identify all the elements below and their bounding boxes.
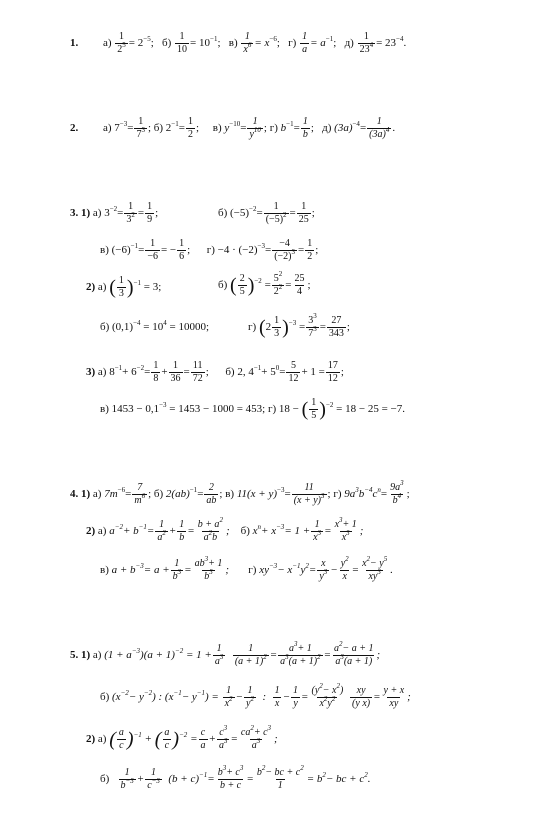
fraction: $\frac{x}{y^3}$ (319, 558, 328, 582)
fraction: $\frac{1}{b^{-3}}$ (120, 767, 134, 791)
fraction: $\frac{1}{2}$ (307, 238, 313, 262)
fraction: $\frac{c}{a}$ (200, 727, 206, 751)
fraction: $\frac{25}{4}$ (294, 273, 305, 297)
fraction: $\frac{y^2}{x}$ (340, 555, 349, 582)
fraction: $\frac{1}{3}$ (274, 315, 280, 339)
item-label: г) (288, 37, 297, 50)
exercise-3-row-6: в) $1453 - 0,1^{-3} = 1453 - 1000 = 453$; г) 18 − ( $\frac{1}{5}$ )$^{-2}$ = 18 − 25 = −7. (100, 397, 405, 421)
exercise-3-row-4: б) $(0,1)^{-4} = 10^4 = 10000$; (100, 319, 210, 333)
fraction: $\frac{1}{9}$ (147, 201, 153, 225)
exercise-number: 4. 1) (70, 488, 91, 501)
fraction: $\frac{1}{b^3}$ (172, 558, 182, 582)
fraction: $\frac{1}{(-5)^2}$ (265, 201, 287, 225)
fraction: $\frac{ca^2+ c^3}{a^3}$ (240, 724, 272, 751)
exercise-4-row-1: 4. 1) а) $7m^{-6}=$ $\frac{7}{m^6}$ ; б) 2(ab)$^{-1}$= $\frac{2}{ab}$ ; в) $11(x + y)^{-3}=$ $\frac{11}{(x + y)^3}$ ; г) $9a^3b^{-4}c^n=$ $\frac{9a^3}{b^4}$ ; (70, 479, 410, 506)
fraction: $\frac{a}{c}$ (118, 727, 124, 751)
fraction: $\frac{1}{23^4}$ (359, 31, 374, 55)
fraction: $\frac{x^3+ 1}{x^3}$ (334, 516, 357, 543)
fraction: $\frac{1}{3^2}$ (126, 201, 135, 225)
fraction: $\frac{a}{c}$ (164, 727, 170, 751)
fraction: $\frac{-4}{(-2)^3}$ (274, 238, 296, 262)
exercise-number: 3. 1) (70, 207, 91, 220)
fraction: $\frac{a^2- a + 1}{a^3(a + 1)}$ (334, 640, 374, 667)
fraction: $\frac{2}{5}$ (239, 273, 245, 297)
fraction: $\frac{1}{x^2}$ (224, 685, 233, 709)
exercise-4-row-2: 2) а) $a^{-2}+ b^{-1}=$ $\frac{1}{a^2}$ + $\frac{1}{b}$ = $\frac{b + a^2}{a^2b}$ ; б) $x^n+ x^{-3}= 1$ + $\frac{1}{x^3}$ = $\frac{x^3+ 1}{x^3}$ ; (86, 516, 364, 543)
exercise-3-row-5: 3) а) $8^{-1}+ 6^{-2}=$ $\frac{1}{8}$ + $\frac{1}{36}$ = $\frac{11}{72}$ ; б) 2, $4^{-1}+ 5^0=$ $\frac{5}{12}$ + 1 = $\frac{17}{12}$ ; (86, 360, 344, 384)
exercise-5-row-1: 5. 1) а) $(1 + a^{-3})(a + 1)^{-2} = 1$ + $\frac{1}{a^3}$ $\frac{1}{(a + 1)^2}$ = $\frac{a^3+ 1}{a^3(a + 1)^2}$ = $\frac{a^2- a + 1}{a^3(a + 1)}$ ; (70, 640, 381, 667)
exercise-3-row-1: 3. 1) а) $3^{-2}=$ $\frac{1}{3^2}$ = $\frac{1}{9}$ ; (70, 201, 159, 225)
exercise-3-row-2: в) $(-6)^{-1}=$ $\frac{1}{-6}$ = − $\frac{1}{6}$ ; $г) -4 \cdot (-2)^{-3}=$ $\frac{-4}{(-2)^3}$ = $\frac{1}{2}$ ; (100, 238, 319, 262)
fraction: $\frac{1}{c^{-3}}$ (147, 767, 160, 791)
exercise-1: 1. а) $\frac{1}{2^5}$ = $2^{-5}$; б) $\frac{1}{10}$ = $10^{-1}$; в) $\frac{1}{x^6}$ = $x^{-6}$; г) $\frac{1}{a}$ = $a^{-1}$; д) $\frac{1}{23^4}$ = $23^{-4}$. (70, 31, 407, 55)
exercise-2: 2. а) $7^{-3}=$ $\frac{1}{7^3}$ ; б) $2^{-1}=$ $\frac{1}{2}$ ; в) $y^{-10}=$ $\frac{1}{y^{10}}$ ; г) $b^{-1}=$ $\frac{1}{b}$ ; д) $(3a)^{-4}=$ $\frac{1}{(3a)^4}$ . (70, 116, 396, 140)
exercise-number: 1. (70, 37, 79, 50)
fraction: $\frac{17}{12}$ (327, 360, 338, 384)
fraction: $\frac{1}{5}$ (311, 397, 317, 421)
fraction: $\frac{27}{343}$ (328, 315, 344, 339)
fraction: $\frac{1}{2}$ (187, 116, 193, 140)
fraction: $\frac{11}{72}$ (192, 360, 203, 384)
item-label: б) (162, 37, 172, 50)
fraction: $\frac{(y^2- x^2)}{x^2y^2}$ (311, 682, 344, 709)
item-label: а) (103, 37, 112, 50)
exercise-3-row-1b: б) $(-5)^{-2}=$ $\frac{1}{(-5)^2}$ = $\frac{1}{25}$ ; (218, 201, 315, 225)
fraction: $\frac{1}{(3a)^4}$ (369, 116, 390, 140)
fraction: $\frac{7}{m^6}$ (134, 482, 146, 506)
fraction: $\frac{1}{y^2}$ (245, 685, 254, 709)
fraction: $\frac{1}{b}$ (302, 116, 308, 140)
item-label: д) (344, 37, 354, 50)
exercise-5-row-3: 2) а) ( $\frac{a}{c}$ )$^{-1}$ + ( $\frac{a}{c}$ )$^{-2}$ = $\frac{c}{a}$ + $\frac{c^3}{a^3}$ = $\frac{ca^2+ c^3}{a^3}$ ; (86, 724, 278, 751)
exercise-number: 2. (70, 122, 79, 135)
fraction: $\frac{xy}{\text{(y x)}}$ (352, 685, 371, 709)
fraction: $\frac{x^2- y^5}{xy^3}$ (362, 555, 388, 582)
exercise-5-row-4: б) $\frac{1}{b^{-3}}$ + $\frac{1}{c^{-3}}$ $(b + c)^{-1}=$ $\frac{b^3+ c^3}{b + c}$ = $\frac{b^2- bc + c^2}{1}$ = $b^2-$ bc + $c^2$. (100, 764, 371, 791)
fraction: $\frac{1}{b}$ (179, 519, 185, 543)
fraction: $\frac{1}{-6}$ (147, 238, 158, 262)
fraction: $\frac{1}{3}$ (118, 275, 124, 299)
fraction: $\frac{5}{12}$ (288, 360, 299, 384)
exercise-5-row-2: б) $(x^{-2}- y^{-2})$ : $(x^{-1}- y^{-1})$ = $\frac{1}{x^2}$ − $\frac{1}{y^2}$ : $\frac{1}{x}$ − $\frac{1}{y}$ = $\frac{(y^2- x^2)}{x^2y^2}$ $\frac{xy}{\text{(y x)}}$ = $\frac{y + x}{xy}$ ; (100, 682, 411, 709)
fraction: $\frac{1}{6}$ (179, 238, 185, 262)
fraction: $\frac{9a^3}{b^4}$ (390, 479, 404, 506)
fraction: $\frac{1}{x}$ (274, 685, 280, 709)
fraction: $\frac{1}{y^{10}}$ (249, 116, 261, 140)
exercise-3-row-4b: г) (2 $\frac{1}{3}$ )$^{-3}$ = $\frac{3^3}{7^3}$ = $\frac{27}{343}$ ; (248, 312, 350, 339)
exercise-4-row-3: в) $a + b^{-3}= a$ + $\frac{1}{b^3}$ = $\frac{ab^3+ 1}{b^3}$ ; г) $xy^{-3}- x^{-1}y^2=$ $\frac{x}{y^3}$ − $\frac{y^2}{x}$ = $\frac{x^2- y^5}{xy^3}$ . (100, 555, 393, 582)
fraction: $\frac{b^3+ c^3}{b + c}$ (217, 764, 244, 791)
fraction: $\frac{y + x}{xy}$ (383, 685, 405, 709)
fraction: $\frac{2}{ab}$ (206, 482, 217, 506)
fraction: $\frac{1}{2^5}$ (117, 31, 126, 55)
fraction: $\frac{a^3+ 1}{a^3(a + 1)^2}$ (280, 640, 321, 667)
fraction: $\frac{1}{8}$ (153, 360, 159, 384)
fraction: $\frac{1}{x^6}$ (243, 31, 252, 55)
item-label: в) (228, 37, 238, 50)
fraction: $\frac{1}{a}$ (302, 31, 308, 55)
fraction: $\frac{1}{x^3}$ (313, 519, 322, 543)
exercise-3-row-3b: б) ( $\frac{2}{5}$ )$^{-2}$ = $\frac{5^2}{2^2}$ = $\frac{25}{4}$ ; (218, 270, 311, 297)
fraction: $\frac{11}{(x + y)^3}$ (293, 482, 325, 506)
fraction: $\frac{1}{10}$ (177, 31, 188, 55)
fraction: $\frac{5^2}{2^2}$ (273, 270, 283, 297)
fraction: $\frac{1}{25}$ (298, 201, 309, 225)
fraction: $\frac{b + a^2}{a^2b}$ (197, 516, 223, 543)
fraction: $\frac{1}{7^3}$ (136, 116, 145, 140)
fraction: $\frac{1}{a^3}$ (214, 643, 224, 667)
exercise-number: 5. 1) (70, 649, 91, 662)
exercise-3-row-3: 2) а) ( $\frac{1}{3}$ )$^{-1}$ = 3; (86, 275, 162, 299)
fraction: $\frac{1}{y}$ (293, 685, 299, 709)
fraction: $\frac{3^3}{7^3}$ (308, 312, 317, 339)
fraction: $\frac{c^3}{a^3}$ (218, 724, 228, 751)
fraction: $\frac{1}{36}$ (170, 360, 181, 384)
fraction: $\frac{1}{a^2}$ (157, 519, 166, 543)
fraction: $\frac{1}{(a + 1)^2}$ (234, 643, 267, 667)
fraction: $\frac{ab^3+ 1}{b^3}$ (194, 555, 223, 582)
fraction: $\frac{b^2- bc + c^2}{1}$ (256, 764, 304, 791)
